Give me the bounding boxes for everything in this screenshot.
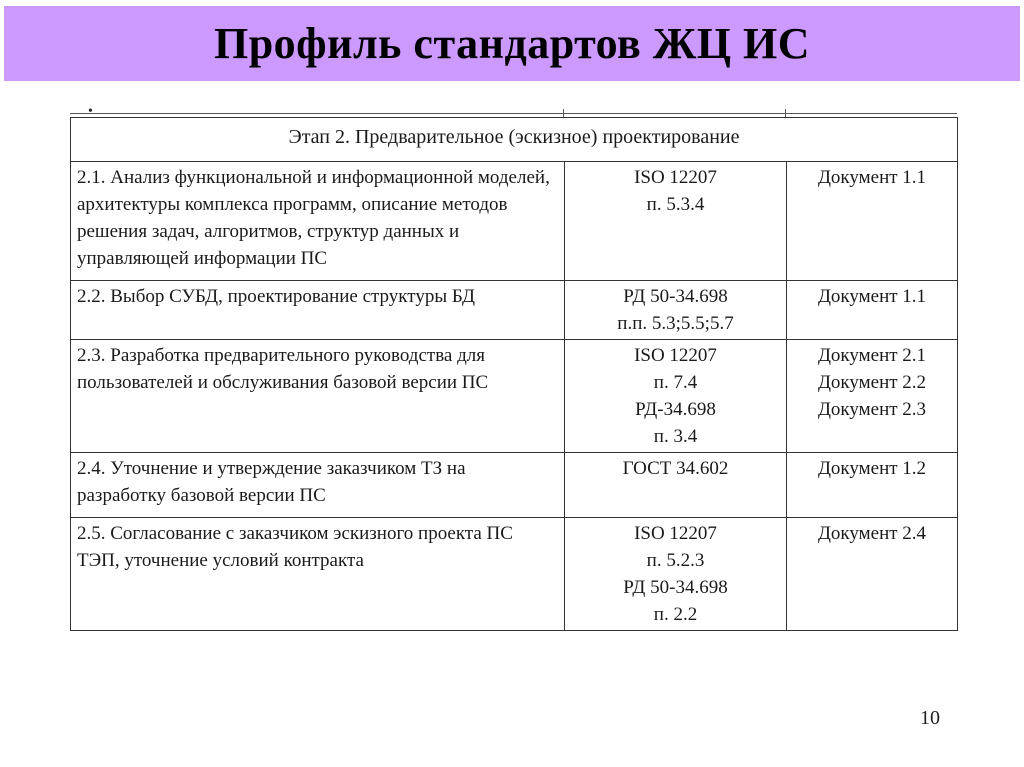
standard-cell (565, 340, 787, 453)
document-cell (787, 281, 958, 340)
standard-reference: п. 3.4 (653, 426, 698, 447)
standard-reference: РД 50-34.698 (623, 286, 728, 307)
document-reference: Документ 2.1 (817, 345, 927, 366)
stray-mark: • (88, 104, 93, 119)
standard-reference: п. 2.2 (653, 604, 698, 625)
table-row (71, 162, 958, 281)
document-reference: Документ 2.3 (817, 399, 927, 420)
task-cell: 2.1. Анализ функциональной и информационной моделей, архитектуры комплекса программ, описание методов решения задач, алгоритмов, структур данных и управляющей информации ПС (71, 162, 565, 281)
standard-cell (565, 162, 787, 281)
table-row (71, 518, 958, 631)
document-reference: Документ 2.2 (817, 372, 927, 393)
standard-reference: ISO 12207 (634, 167, 717, 188)
task-cell: 2.3. Разработка предварительного руководства для пользователей и обслуживания базовой версии ПС (71, 340, 565, 453)
document-reference: Документ 1.1 (817, 286, 927, 307)
slide-title: Профиль стандартов ЖЦ ИС (213, 19, 811, 68)
standard-cell (565, 281, 787, 340)
table-row (71, 340, 958, 453)
standard-reference: ГОСТ 34.602 (622, 458, 729, 479)
document-cell (787, 518, 958, 631)
document-reference: Документ 1.2 (817, 458, 927, 479)
standard-reference: п.п. 5.3;5.5;5.7 (617, 313, 734, 334)
standard-reference: РД-34.698 (635, 399, 716, 420)
slide-title-bar (4, 6, 1020, 81)
page-number: 10 (920, 707, 940, 729)
table-row (71, 281, 958, 340)
standard-cell (565, 453, 787, 518)
standard-reference: ISO 12207 (634, 523, 717, 544)
standard-cell (565, 518, 787, 631)
stage-title: Этап 2. Предварительное (эскизное) проектирование (71, 118, 958, 162)
standard-reference: п. 5.3.4 (646, 194, 705, 215)
column-tick-1 (563, 109, 564, 117)
task-cell: 2.5. Согласование с заказчиком эскизного проекта ПС ТЭП, уточнение условий контракта (71, 518, 565, 631)
standard-reference: п. 5.2.3 (646, 550, 705, 571)
stage-header-row (71, 118, 958, 162)
document-reference: Документ 1.1 (817, 167, 927, 188)
table-top-rule (70, 113, 957, 114)
task-cell: 2.2. Выбор СУБД, проектирование структуры БД (71, 281, 565, 340)
standard-reference: п. 7.4 (653, 372, 698, 393)
document-cell (787, 340, 958, 453)
standard-reference: РД 50-34.698 (623, 577, 728, 598)
column-tick-2 (785, 109, 786, 117)
standard-reference: ISO 12207 (634, 345, 717, 366)
document-cell (787, 453, 958, 518)
task-cell: 2.4. Уточнение и утверждение заказчиком ТЗ на разработку базовой версии ПС (71, 453, 565, 518)
standards-profile-table (70, 117, 958, 631)
table-row (71, 453, 958, 518)
document-reference: Документ 2.4 (817, 523, 927, 544)
document-cell (787, 162, 958, 281)
